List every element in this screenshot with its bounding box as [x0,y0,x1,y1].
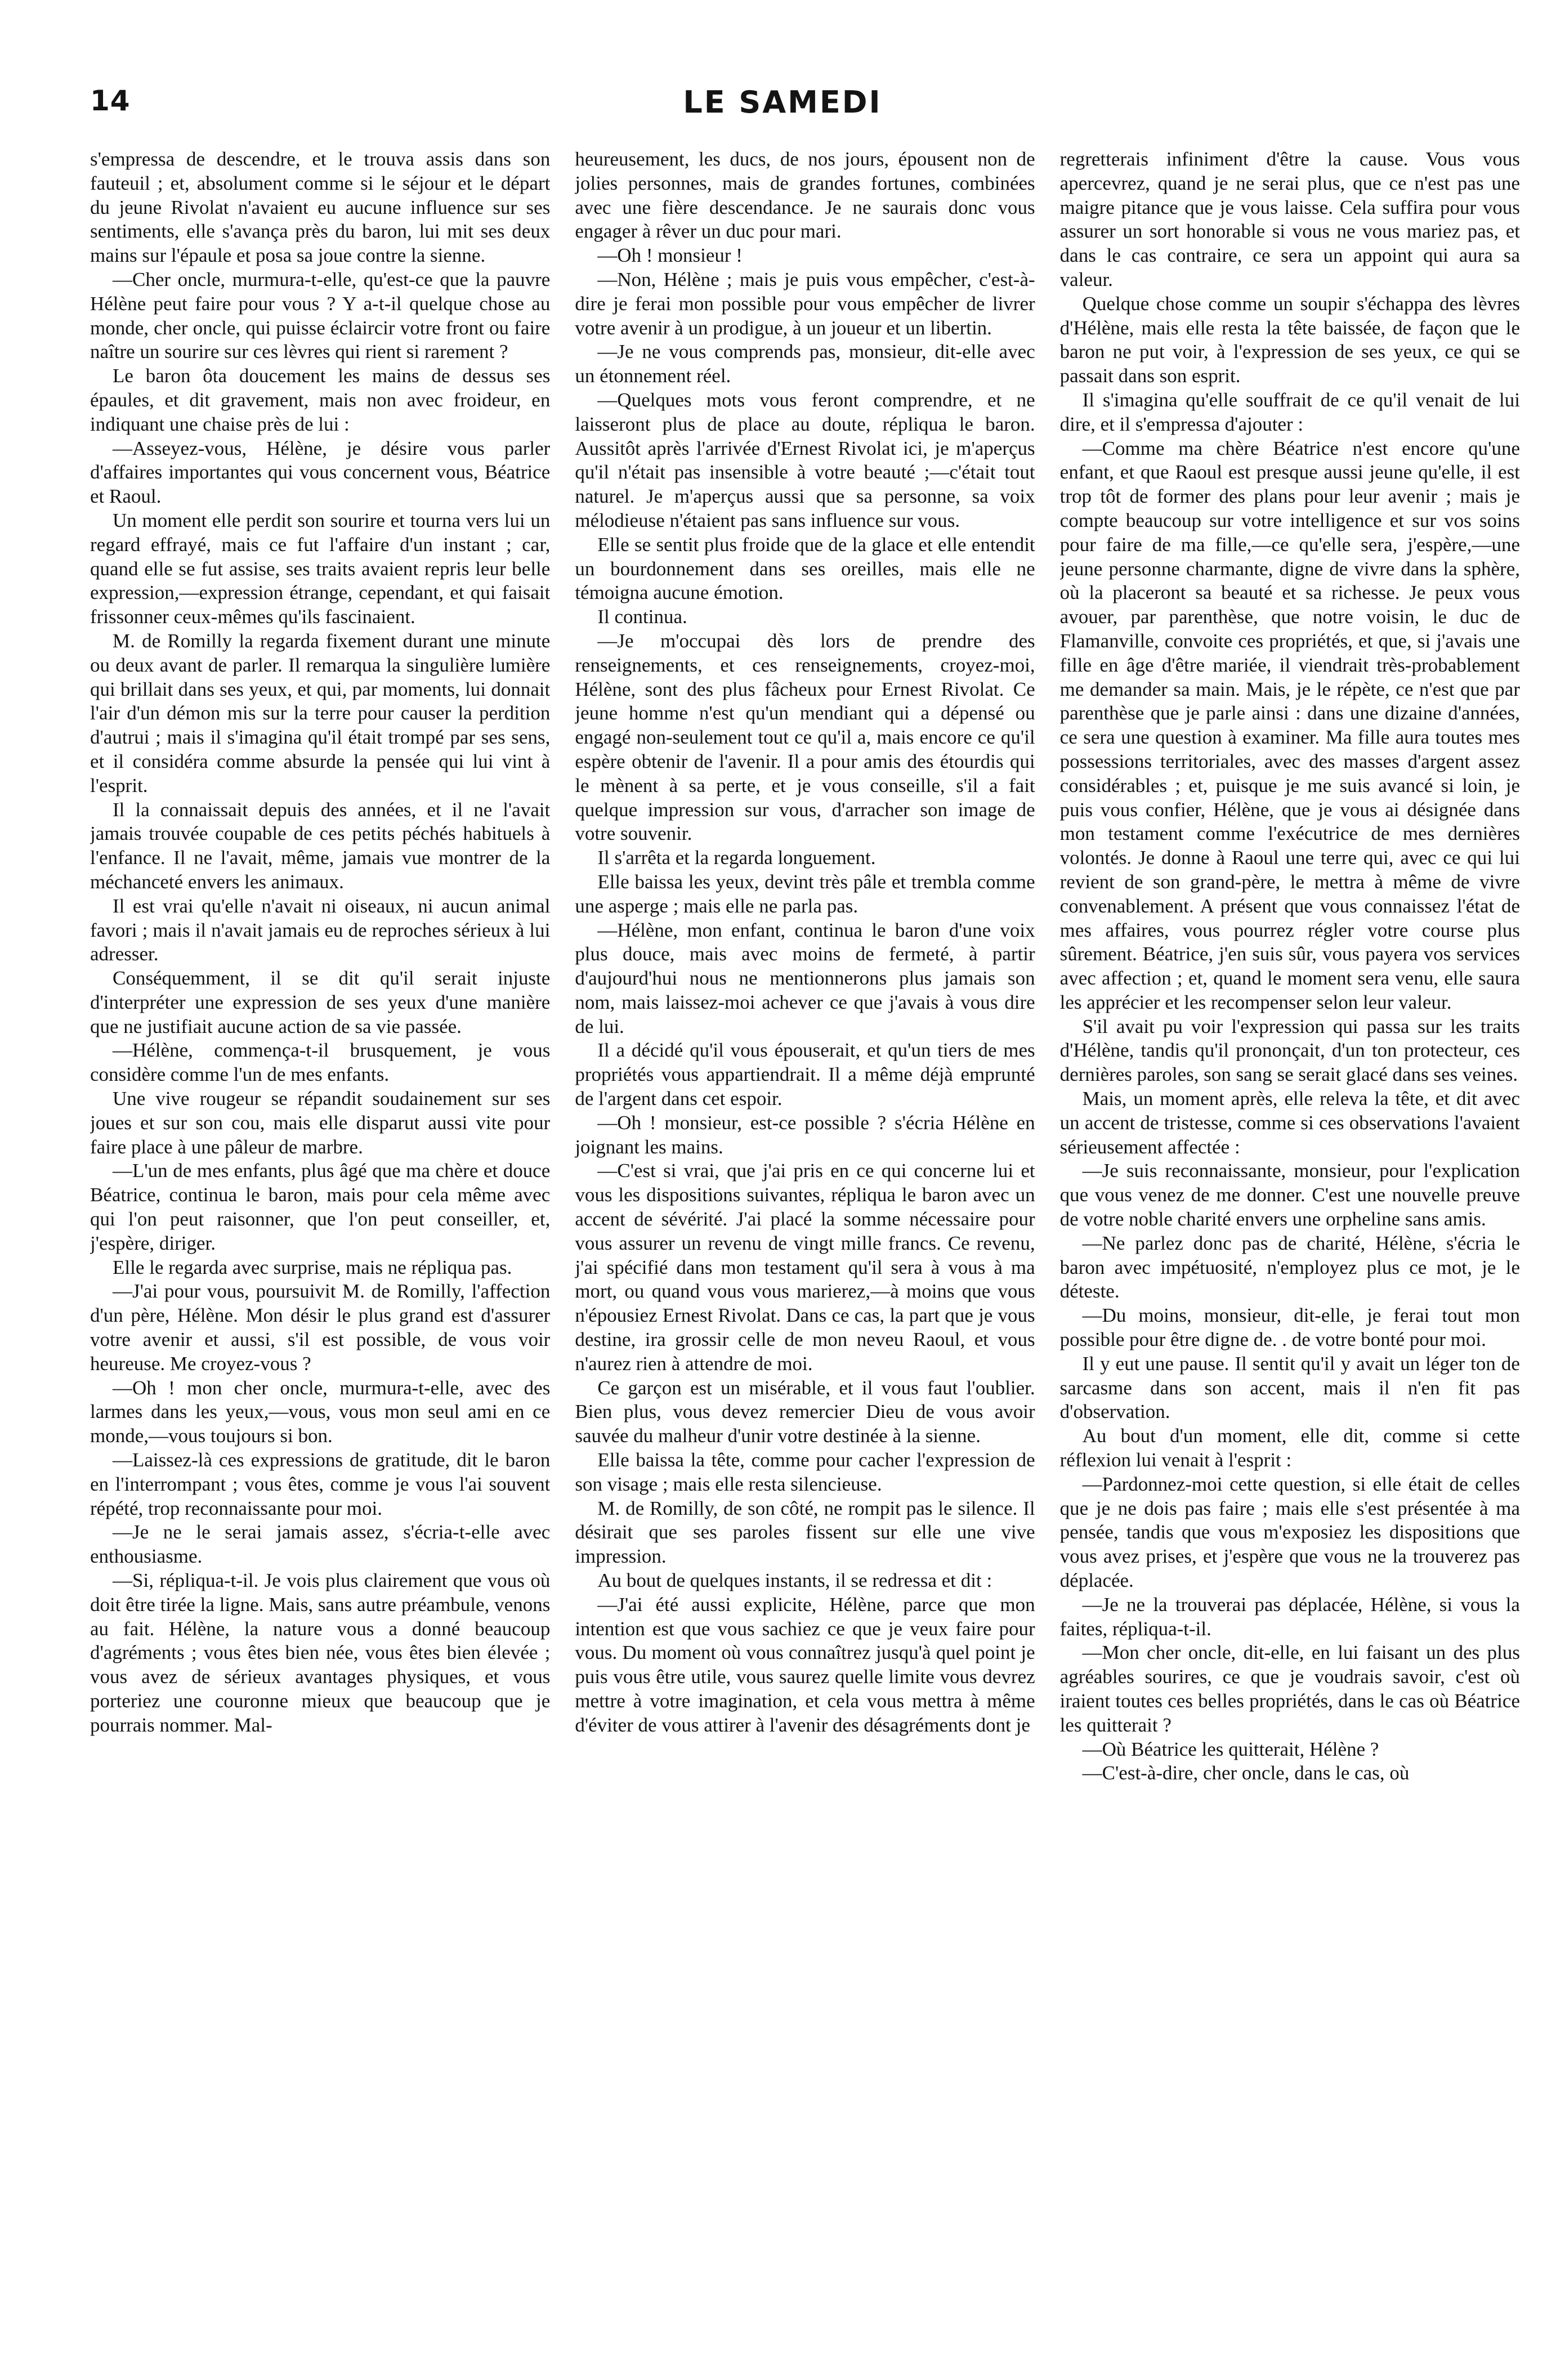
page-title: LE SAMEDI [683,84,882,120]
paragraph: Il s'imagina qu'elle souffrait de ce qu'il venait de lui dire, et il s'empressa d'ajouter : [1059,388,1520,435]
paragraph: Il s'arrêta et la regarda longuement. [597,847,876,869]
text-column-1 [90,147,550,2343]
paragraph: —Si, répliqua-t-il. Je vois plus clairement que vous où doit être tirée la ligne. Mais, sans autre préambule, venons au fait. Hélène, la nature vous a donné beaucoup d'agréments ; vous êtes bien née, vous êtes bien élevée ; vous avez de sérieux avantages physiques, et vous porteriez une couronne mieux que beaucoup que je pourrais nommer. Mal- [90,1569,551,1736]
page-number: 14 [90,84,131,117]
paragraph: Une vive rougeur se répandit soudainement sur ses joues et sur son cou, mais elle disparut aussi vite pour faire place à une pâleur de marbre. [90,1088,551,1158]
paragraph: S'il avait pu voir l'expression qui passa sur les traits d'Hélène, tandis qu'il prononçait, d'un ton protecteur, ces dernières paroles, son sang se serait glacé dans ses veines. [1059,1015,1520,1086]
paragraph: —Je suis reconnaissante, monsieur, pour l'explication que vous venez de me donner. C'est une nouvelle preuve de votre noble charité envers une orpheline sans amis. [1059,1160,1520,1231]
paragraph: —Hélène, commença-t-il brusquement, je vous considère comme l'un de mes enfants. [90,1039,551,1086]
paragraph: Elle baissa les yeux, devint très pâle et trembla comme une asperge ; mais elle ne parla pas. [575,870,1035,917]
paragraph: Il la connaissait depuis des années, et il ne l'avait jamais trouvée coupable de ces petits péchés habituels à l'enfance. Il ne l'avait, même, jamais vue montrer de la méchanceté envers les animaux. [90,798,551,893]
paragraph: regretterais infiniment d'être la cause. Vous vous apercevrez, quand je ne serai plus, que ce n'est pas une maigre pitance que je vous laisse. Cela suffira pour vous assurer un sort honorable si vous ne vous mariez pas, et dans le cas contraire, ce sera un appoint qui aura sa valeur. [1059,148,1520,290]
paragraph: —Non, Hélène ; mais je puis vous empêcher, c'est-à-dire je ferai mon possible pour vous empêcher de livrer votre avenir à un prodigue, à un joueur et un libertin. [575,268,1035,339]
paragraph: Un moment elle perdit son sourire et tourna vers lui un regard effrayé, mais ce fut l'affaire d'un instant ; car, quand elle se fut assise, ses traits avaient repris leur belle expression,—expression étrange, cependant, et qui faisait frissonner ceux-mêmes qu'ils fascinaient. [90,509,551,628]
paragraph: —Oh ! mon cher oncle, murmura-t-elle, avec des larmes dans les yeux,—vous, vous mon seul ami en ce monde,—vous toujours si bon. [90,1376,551,1447]
paragraph: —Ne parlez donc pas de charité, Hélène, s'écria le baron avec impétuosité, n'employez plus ce mot, je le déteste. [1059,1232,1520,1303]
text-column-2 [575,147,1035,2343]
text-columns [90,147,1520,2343]
paragraph: —J'ai pour vous, poursuivit M. de Romilly, l'affection d'un père, Hélène. Mon désir le plus grand est d'assurer votre avenir et aussi, s'il est possible, de vous voir heureuse. Me croyez-vous ? [90,1280,551,1375]
text-column-3 [1060,147,1520,2343]
paragraph: Il est vrai qu'elle n'avait ni oiseaux, ni aucun animal favori ; mais il n'avait jamais eu de reproches sérieux à lui adresser. [90,894,551,965]
paragraph: Il y eut une pause. Il sentit qu'il y avait un léger ton de sarcasme dans son accent, mais il n'en fit pas d'observation. [1059,1352,1520,1423]
paragraph: —L'un de mes enfants, plus âgé que ma chère et douce Béatrice, continua le baron, mais pour cela même avec qui l'on peut raisonner, que l'on peut conseiller, et, j'espère, diriger. [90,1160,551,1254]
paragraph: Conséquemment, il se dit qu'il serait injuste d'interpréter une expression de ses yeux d'une manière que ne justifiait aucune action de sa vie passée. [90,967,551,1037]
paragraph: M. de Romilly la regarda fixement durant une minute ou deux avant de parler. Il remarqua la singulière lumière qui brillait dans ses yeux, et qui, par moments, lui donnait l'air d'un démon mis sur la terre pour causer la perdition d'autrui ; mais il s'imagina qu'il était trompé par ses sens, et il considéra comme absurde la pensée qui lui vint à l'esprit. [90,629,551,797]
paragraph: —C'est si vrai, que j'ai pris en ce qui concerne lui et vous les dispositions suivantes, répliqua le baron avec un accent de sévérité. J'ai placé la somme nécessaire pour vous assurer un revenu de vingt mille francs. Ce revenu, j'ai spécifié dans mon testament qu'il sera à vous à ma mort, ou quand vous vous marierez,—à moins que vous n'épousiez Ernest Rivolat. Dans ce cas, la part que je vous destine, ira grossir celle de mon neveu Raoul, et vous n'aurez rien à attendre de moi. [575,1160,1035,1375]
paragraph: Au bout de quelques instants, il se redressa et dit : [597,1569,992,1592]
paragraph: —Oh ! monsieur ! [597,244,743,267]
paragraph: Ce garçon est un misérable, et il vous faut l'oublier. Bien plus, vous devez remercier Dieu de vous avoir sauvée du malheur d'unir votre destinée à la sienne. [575,1376,1035,1447]
paragraph: —J'ai été aussi explicite, Hélène, parce que mon intention est que vous sachiez ce que je veux faire pour vous. Du moment où vous connaîtrez jusqu'à quel point je puis vous être utile, vous saurez quelle limite vous devrez mettre à votre imagination, et cela vous mettra à même d'éviter de vous attirer à l'avenir des désagréments dont je [575,1593,1035,1736]
paragraph: —Où Béatrice les quitterait, Hélène ? [1082,1738,1379,1760]
paragraph: —Oh ! monsieur, est-ce possible ? s'écria Hélène en joignant les mains. [575,1111,1035,1158]
paragraph: —Je m'occupai dès lors de prendre des renseignements, et ces renseignements, croyez-moi, Hélène, sont des plus fâcheux pour Ernest Rivolat. Ce jeune homme n'est qu'un mendiant qui a dépensé ou engagé non-seulement tout ce qu'il a, mais encore ce qu'il espère obtenir de l'avenir. Il a pour amis des étourdis qui le mènent à sa perte, et je vous conseille, s'il a fait quelque impression sur vous, d'arracher son image de votre souvenir. [575,629,1035,845]
paragraph: Elle le regarda avec surprise, mais ne répliqua pas. [113,1256,512,1278]
paragraph: Quelque chose comme un soupir s'échappa des lèvres d'Hélène, mais elle resta la tête baissée, de façon que le baron ne put voir, à l'expression de ses yeux, ce qui se passait dans son esprit. [1059,292,1520,387]
paragraph: —Hélène, mon enfant, continua le baron d'une voix plus douce, mais avec moins de fermeté, à partir d'aujourd'hui nous ne mentionnerons plus jamais son nom, mais laissez-moi achever ce que j'avais à vous dire de lui. [575,919,1035,1037]
paragraph: s'empressa de descendre, et le trouva assis dans son fauteuil ; et, absolument comme si le séjour et le départ du jeune Rivolat n'avaient eu aucune influence sur ses sentiments, elle s'avança près du baron, lui mit ses deux mains sur l'épaule et posa sa joue contre la sienne. [90,148,551,267]
paragraph: —C'est-à-dire, cher oncle, dans le cas, où [1082,1762,1410,1784]
paragraph: —Asseyez-vous, Hélène, je désire vous parler d'affaires importantes qui vous concernent vous, Béatrice et Raoul. [90,437,551,508]
paragraph: M. de Romilly, de son côté, ne rompit pas le silence. Il désirait que ses paroles fissent sur elle une vive impression. [575,1497,1035,1568]
paragraph: —Comme ma chère Béatrice n'est encore qu'une enfant, et que Raoul est presque aussi jeune qu'elle, il est trop tôt de former des plans pour leur avenir ; mais je compte beaucoup sur votre intelligence et sur vos soins pour faire de ma fille,—ce qu'elle sera, j'espère,—une jeune personne charmante, digne de vivre dans la sphère, où la placeront sa beauté et sa richesse. Je peux vous avouer, par parenthèse, que notre voisin, le duc de Flamanville, convoite ces propriétés, et que, si j'avais une fille en âge d'être mariée, il viendrait très-probablement me demander sa main. Mais, je le répète, ce n'est que par parenthèse que je parle ainsi : dans une dizaine d'années, ce sera une question à examiner. Ma fille aura toutes mes possessions territoriales, avec des masses d'argent assez considérables ; et, puisque je me suis avancé si loin, je puis vous confier, Hélène, que je vous ai désignée dans mon testament comme l'exécutrice de mes dernières volontés. Je donne à Raoul une terre qui, avec ce qui lui revient de son grand-père, le mettra à même de vivre convenablement. A présent que vous connaissez l'état de mes affaires, vous pourrez régler votre course plus sûrement. Béatrice, j'en suis sûr, vous payera vos services avec affection ; et, quand le moment sera venu, elle saura les apprécier et les recompenser selon leur valeur. [1059,437,1520,1013]
paragraph: Mais, un moment après, elle releva la tête, et dit avec un accent de tristesse, comme si ces observations l'avaient sérieusement affectée : [1059,1088,1520,1158]
paragraph: heureusement, les ducs, de nos jours, épousent non de jolies personnes, mais de grandes fortunes, combinées avec une fière descendance. Je ne saurais donc vous engager à rêver un duc pour mari. [575,148,1035,243]
paragraph: —Quelques mots vous feront comprendre, et ne laisseront plus de place au doute, répliqua le baron. Aussitôt après l'arrivée d'Ernest Rivolat ici, je m'aperçus qu'il n'était pas insensible à votre beauté ;—c'était tout naturel. Je m'aperçus aussi que sa personne, sa voix mélodieuse n'étaient pas sans influence sur vous. [575,388,1035,531]
paragraph: —Mon cher oncle, dit-elle, en lui faisant un des plus agréables sourires, ce que je voudrais savoir, c'est où iraient toutes ces belles propriétés, dans le cas où Béatrice les quitterait ? [1059,1641,1520,1736]
paragraph: Elle baissa la tête, comme pour cacher l'expression de son visage ; mais elle resta silencieuse. [575,1449,1035,1495]
paragraph: —Laissez-là ces expressions de gratitude, dit le baron en l'interrompant ; vous êtes, comme je vous l'ai souvent répété, trop reconnaissante pour moi. [90,1449,551,1519]
page-header [90,84,1475,129]
paragraph: Le baron ôta doucement les mains de dessus ses épaules, et dit gravement, mais non avec froideur, en indiquant une chaise près de lui : [90,365,551,435]
paragraph: Elle se sentit plus froide que de la glace et elle entendit un bourdonnement dans ses oreilles, mais elle ne témoigna aucune émotion. [575,533,1035,604]
paragraph: Il continua. [597,606,687,628]
paragraph: —Du moins, monsieur, dit-elle, je ferai tout mon possible pour être digne de. . de votre bonté pour moi. [1059,1304,1520,1351]
paragraph: —Pardonnez-moi cette question, si elle était de celles que je ne dois pas faire ; mais elle s'est présentée à ma pensée, tandis que vous m'exposiez les dispositions que vous avez prises, et j'espère que vous ne la trouverez pas déplacée. [1059,1473,1520,1592]
paragraph: Il a décidé qu'il vous épouserait, et qu'un tiers de mes propriétés vous appartiendrait. Il a même déjà emprunté de l'argent dans cet espoir. [575,1039,1035,1110]
paragraph: —Je ne la trouverai pas déplacée, Hélène, si vous la faites, répliqua-t-il. [1059,1593,1520,1640]
paragraph: —Cher oncle, murmura-t-elle, qu'est-ce que la pauvre Hélène peut faire pour vous ? Y a-t-il quelque chose au monde, cher oncle, qui puisse éclaircir votre front ou faire naître un sourire sur ces lèvres qui rient si rarement ? [90,268,551,363]
paragraph: —Je ne le serai jamais assez, s'écria-t-elle avec enthousiasme. [90,1521,551,1568]
paragraph: —Je ne vous comprends pas, monsieur, dit-elle avec un étonnement réel. [575,341,1035,387]
paragraph: Au bout d'un moment, elle dit, comme si cette réflexion lui venait à l'esprit : [1059,1425,1520,1471]
